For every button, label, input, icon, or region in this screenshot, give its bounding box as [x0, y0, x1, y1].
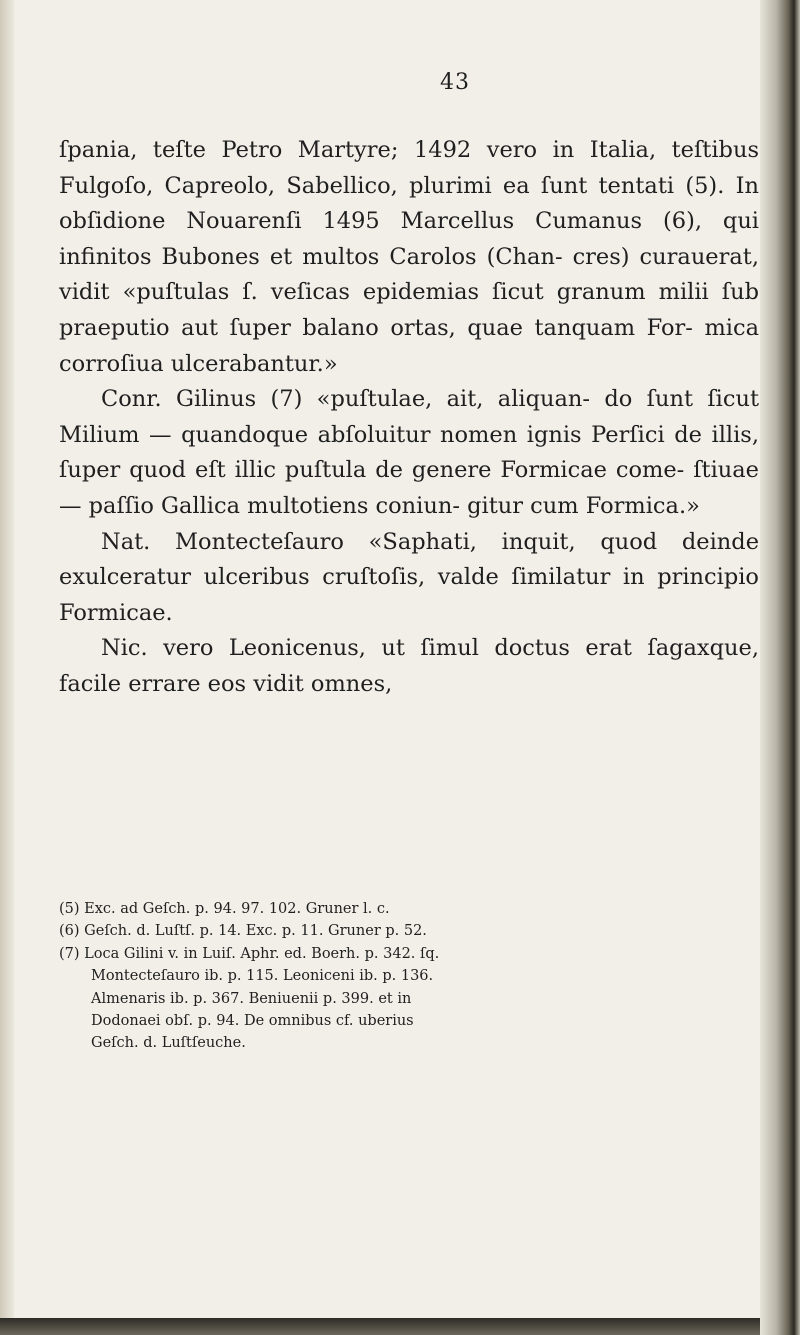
footnote-continuation: Almenaris ib. p. 367. Beniuenii p. 399. et in — [91, 990, 412, 1007]
text-line: Nouarenſi 1495 Marcellus Cumanus (6), qui — [186, 208, 760, 235]
text-line: Nat. Montecteſauro «Saphati, inquit, — [101, 528, 601, 555]
text-line: epidemias ſicut granum milii ſub praeputio — [59, 279, 759, 341]
footnote-continuation: Geſch. d. Luſtſeuche. — [91, 1035, 246, 1052]
text-line: valde ſimilatur in principio Formicae. — [59, 564, 759, 626]
footnote-continuation: Montecteſauro ib. p. 115. Leoniceni ib. p. 136. — [91, 968, 434, 985]
footnote: (6) Geſch. d. Luſtſ. p. 14. Exc. p. 11. Gruner p. 52. — [59, 923, 427, 940]
text-line: cres) curauerat, vidit «puſtulas ſ. veſicas — [59, 243, 759, 306]
paragraph — [59, 133, 759, 382]
page-number: 43 — [440, 70, 470, 95]
text-line: ſpania, teſte Petro Martyre; 1492 vero in — [59, 137, 590, 163]
text-line: infinitos Bubones et multos Carolos (Chan- — [59, 243, 573, 270]
text-line: nomen ignis Perſici de illis, ſuper quod — [59, 421, 759, 484]
footnotes — [59, 898, 749, 1055]
paragraph — [59, 631, 759, 702]
text-line: plurimi ea ſunt tentati (5). In obſidione — [59, 172, 759, 235]
paragraph — [59, 382, 759, 524]
text-line: Conr. Gilinus (7) «puſtulae, ait, aliquan- — [101, 386, 605, 413]
paragraph — [59, 525, 759, 632]
main-text — [59, 133, 759, 703]
text-line: mica corroſiua ulcerabantur.» — [59, 314, 759, 377]
text-line: do ſunt ſicut Milium — quandoque abſoluitur — [59, 386, 759, 448]
text-line: eſt illic puſtula de genere Formicae come- — [195, 457, 694, 484]
text-line: ſtiuae — paſſio Gallica multotiens coniun- — [59, 457, 759, 519]
text-line: quod deinde exulceratur ulceribus cruſtoſis, — [59, 528, 760, 591]
page-bottom-edge — [0, 1318, 760, 1335]
footnote: (5) Exc. ad Geſch. p. 94. 97. 102. Gruner l. c. — [59, 901, 390, 917]
footnote: (7) Loca Gilini v. in Luiſ. Aphr. ed. Boerh. p. 342. ſq. — [59, 945, 440, 962]
text-line: gitur cum Formica.» — [467, 492, 700, 519]
text-line: Italia, teſtibus Fulgoſo, Capreolo, Sabellico, — [59, 137, 759, 199]
page-left-edge — [0, 0, 14, 1335]
text-line: aut ſuper balano ortas, quae tanquam For- — [181, 314, 705, 341]
text-line: Nic. vero Leonicenus, ut ſimul doctus — [101, 635, 586, 662]
footnote-continuation: Dodonaei obſ. p. 94. De omnibus cf. uberius — [91, 1013, 414, 1030]
text-line: erat ſagaxque, facile errare eos vidit omnes, — [59, 635, 759, 697]
book-binding-edge — [760, 0, 800, 1335]
